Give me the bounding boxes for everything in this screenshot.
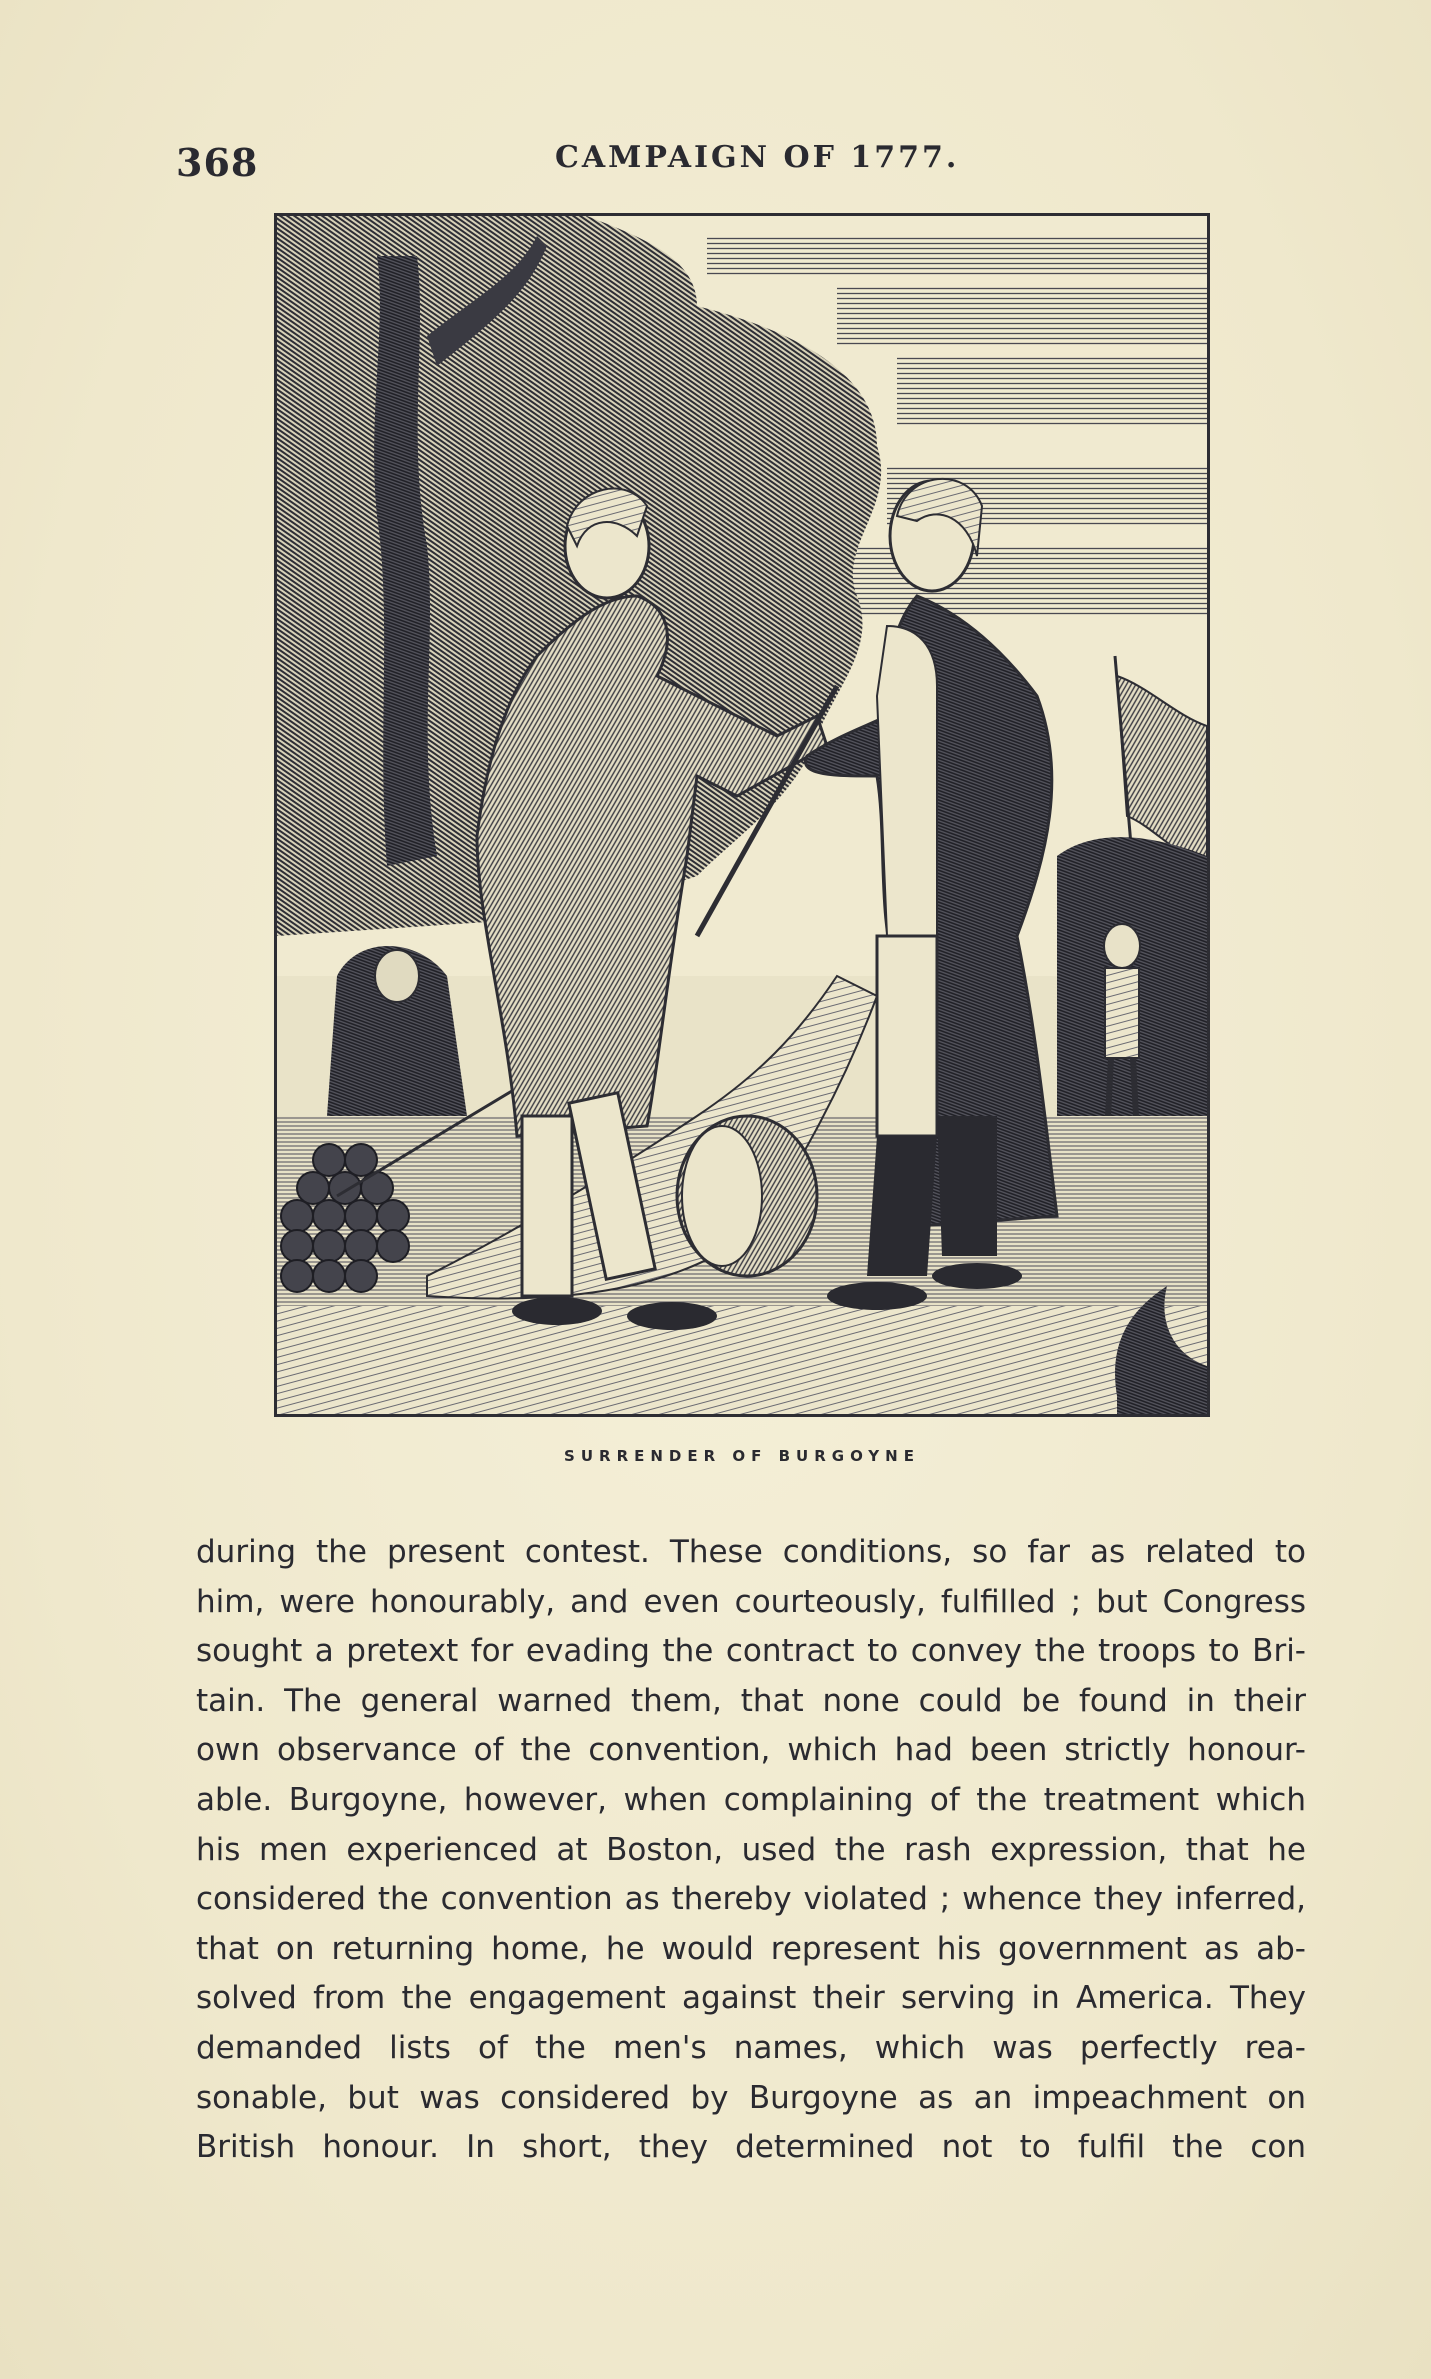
text-line: sonable, but was considered by Burgoyne as an impeachment on: [196, 2079, 1306, 2116]
text-line: demanded lists of the men's names, which was perfectly rea-: [196, 2029, 1306, 2066]
text-line: during the present contest. These conditions, so far as related to: [196, 1534, 1306, 1570]
ground-foreground: [277, 1306, 1207, 1414]
soldier-body: [1105, 968, 1139, 1058]
text-line: sought a pretext for evading the contract to convey the troops to Bri-: [196, 1633, 1306, 1670]
text-line: tain. The general warned them, that none could be found in their: [196, 1682, 1306, 1719]
illustration-caption: SURRENDER OF BURGOYNE: [564, 1447, 920, 1465]
text-line: own observance of the convention, which had been strictly honour-: [196, 1732, 1306, 1769]
sky-hatching: [837, 286, 1207, 346]
engraving-illustration: [274, 213, 1210, 1417]
text-line: him, were honourably, and even courteously, fulfilled ; but Congress: [196, 1583, 1306, 1620]
running-head: CAMPAIGN OF 1777.: [555, 140, 960, 175]
text-line: British honour. In short, they determined not to fulfil the con: [196, 2129, 1306, 2166]
sky-hatching: [707, 236, 1207, 276]
soldier-head: [1104, 924, 1140, 968]
text-line: able. Burgoyne, however, when complaining of the treatment which: [196, 1781, 1306, 1818]
text-line: solved from the engagement against their serving in America. They: [196, 1980, 1306, 2017]
text-line: that on returning home, he would represent his government as ab-: [196, 1930, 1306, 1967]
soldier-head: [375, 950, 419, 1002]
text-line: his men experienced at Boston, used the rash expression, that he: [196, 1831, 1306, 1868]
text-line: considered the convention as thereby violated ; whence they inferred,: [196, 1881, 1306, 1918]
body-text: [196, 1528, 1306, 2173]
sky-hatching: [897, 356, 1207, 426]
page-number: 368: [176, 140, 259, 185]
